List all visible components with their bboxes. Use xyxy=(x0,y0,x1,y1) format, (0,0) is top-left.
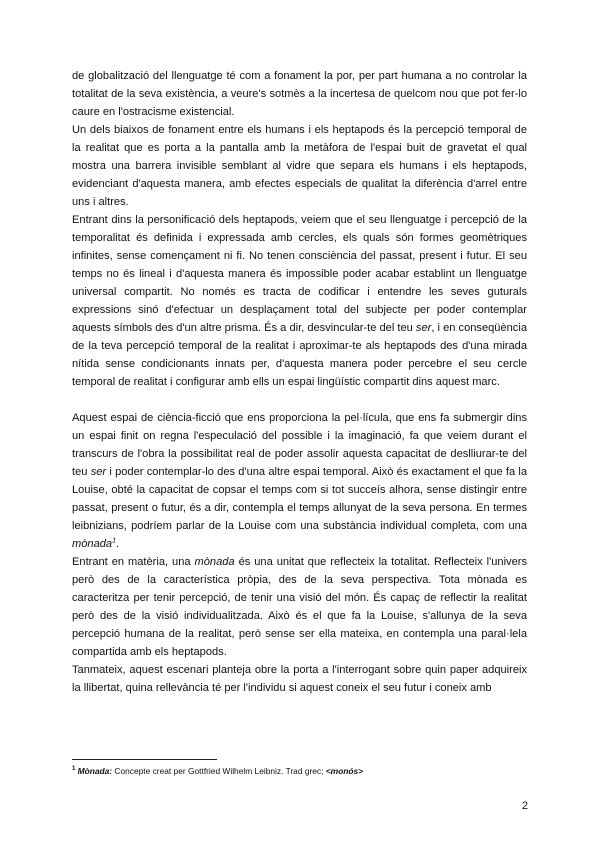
footnote-text: Concepte creat per Gottfried Wilhelm Leibniz. Trad grec; xyxy=(112,766,326,776)
text-segment: Entrant dins la personificació dels heptapods, veiem que el seu llenguatge i percepció de la temporalitat és definida i expressada amb cercles, els quals són formes geomètriques infinites, sense començament ni fi. No tenen consciència del passat, present i futur. El seu temps no és lineal i d'aquesta manera és impossible poder acabar establint un llenguatge universal compartit. No només es tracta de codificar i entendre les seves guturals expressions sinó d'efectuar un desplaçament total del subjecte per poder contemplar aquests símbols des d'un altre prisma. És a dir, desvincular-te del teu xyxy=(72,214,527,334)
text-segment: de globalització del llenguatge té com a fonament la por, per part humana a no controlar la totalitat de la seva existència, a veure's sotmès a la incertesa de quelcom nou que pot fer-lo caure en l'ostracisme existencial. xyxy=(72,70,527,118)
text-segment: , i en conseqüència de la teva percepció temporal de la realitat i aproximar-te als heptapods des d'una mirada nítida sense condicionants innats per, d'aquesta manera poder percebre el seu cercle temporal de realitat i configurar amb ells un espai lingüístic compartit dins aquest marc. xyxy=(72,322,527,388)
italic-term: ser xyxy=(90,466,107,478)
text-segment: Tanmateix, aquest escenari planteja obre la porta a l'interrogant sobre quin paper adquireix la llibertat, quina rellevància té per l'individu si aquest coneix el seu futur i coneix amb xyxy=(72,664,527,694)
text-segment: i poder contemplar-lo des d'una altre espai temporal. Això és exactament el que fa la Louise, obté la capacitat de copsar el temps com si tot succeís alhora, sense distingir entre passat, present o futur, és a dir, contempla el temps allunyat de la seva persona. En termes leibnizians, podríem parlar de la Louise com una substància individual completa, com una xyxy=(72,466,528,532)
paragraph xyxy=(72,553,527,661)
text-segment: Entrant en matèria, una xyxy=(72,556,195,568)
italic-term: mònada xyxy=(194,556,235,568)
footnote-number: 1 xyxy=(72,766,76,773)
paragraph xyxy=(72,409,527,553)
footnote-separator xyxy=(72,759,217,760)
footnote-etymology: <monós> xyxy=(325,766,363,776)
body-text xyxy=(72,67,527,697)
footnote xyxy=(72,765,532,777)
italic-term: ser xyxy=(415,322,432,334)
paragraph xyxy=(72,661,527,697)
text-segment: Un dels biaixos de fonament entre els humans i els heptapods és la percepció temporal de la realitat que es porta a la pantalla amb la metàfora de l'espai buit de gravetat el qual mostra una barrera invisible semblant al vidre que separa els humans i els heptapods, evidenciant d'aquesta manera, amb efectes especials de qualitat la diferència d'arrel entre uns i altres. xyxy=(72,124,527,208)
footnote-term: Mònada: xyxy=(77,766,113,776)
page-number: 2 xyxy=(521,800,528,812)
text-segment: Aquest espai de ciència-ficció que ens proporciona la pel·lícula, que ens fa submergir dins un espai finit on regna l'especulació del possible i la imaginació, fa que veiem durant el transcurs de l'obra la possibilitat real de poder assolir aquesta capacitat de deslliurar-te del teu xyxy=(72,412,527,478)
paragraph xyxy=(72,121,527,211)
paragraph xyxy=(72,67,527,121)
italic-term: mònada xyxy=(72,538,113,550)
footnote-reference: 1 xyxy=(112,537,116,545)
text-segment: és una unitat que reflecteix la totalitat. Reflecteix l'univers però des de la característica pròpia, des de la seva perspectiva. Tota mònada es caracteritza per tenir percepció, de tenir una visió del món. És capaç de reflectir la realitat però des de la visió individualitzada. Això és el que fa la Louise, s'allunya de la seva percepció humana de la realitat, però sense ser ella mateixa, en contempla una paral·lela compartida amb els heptapods. xyxy=(72,556,527,658)
paragraph xyxy=(72,211,527,391)
text-segment: . xyxy=(116,538,120,550)
